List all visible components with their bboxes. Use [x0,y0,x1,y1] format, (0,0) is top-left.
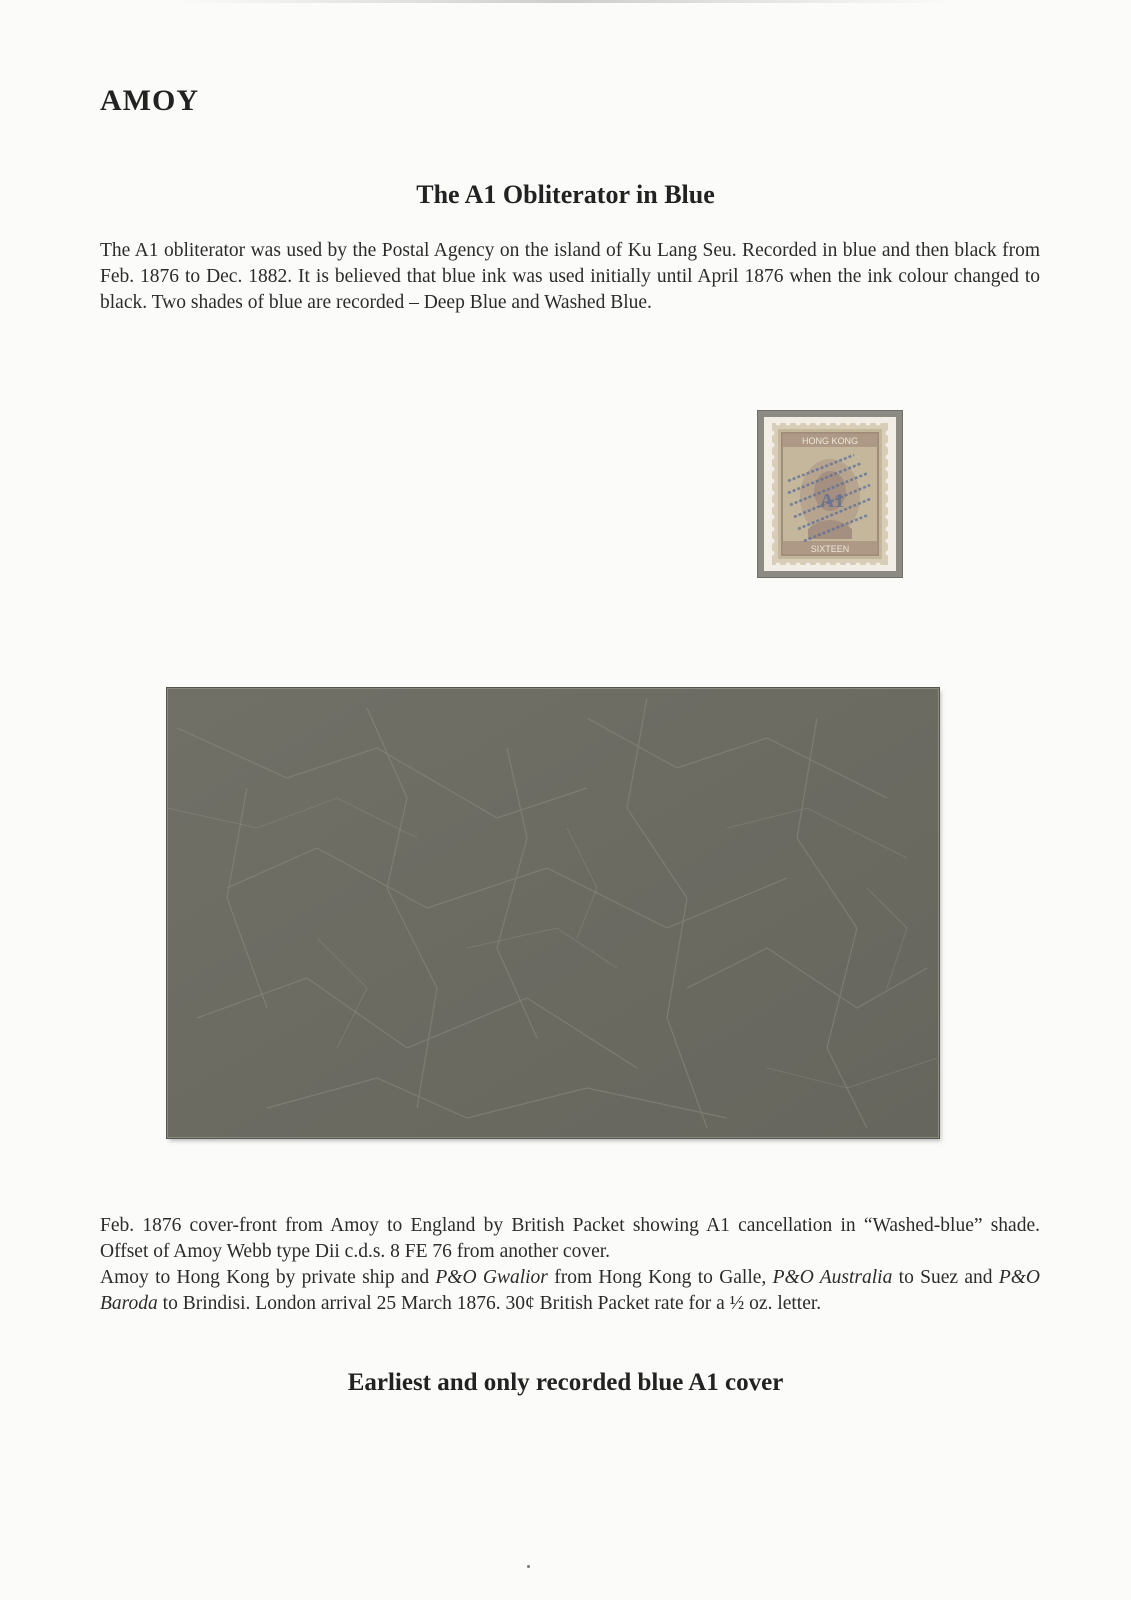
stamp-cancel-text: A1 [819,490,845,512]
stamp-bottom-text: SIXTEEN [810,544,850,554]
caption-text: to Suez and [892,1267,999,1288]
caption-line-1: Feb. 1876 cover-front from Amoy to England by British Packet showing A1 cancellation in “Washed-blue” shade. Offset of Amoy Webb type Dii c.d.s. 8 FE 76 from another cover. [100,1215,1040,1262]
page-subtitle: The A1 Obliterator in Blue [416,180,715,209]
stamp-mount [758,411,902,577]
ship-name: P&O Baroda [100,1267,1040,1314]
caption-line-2 [100,1265,1040,1317]
stamp-image [758,411,902,577]
intro-paragraph: The A1 obliterator was used by the Postal Agency on the island of Ku Lang Seu. Recorded in blue and then black from Feb. 1876 to Dec. 1882. It is believed that blue ink was used initially until April 1876 when the ink colour changed to black. Two shades of blue are recorded – Deep Blue and Washed Blue. [100,240,1040,313]
footer-note: Earliest and only recorded blue A1 cover [347,1369,784,1396]
cover-caption [100,1213,1040,1317]
ship-name: P&O Australia [772,1267,893,1288]
caption-text: Amoy to Hong Kong by private ship and [100,1267,436,1288]
cover-front-mount [167,688,939,1138]
ship-name: P&O Gwalior [435,1267,548,1288]
cover-mount-texture [167,688,939,1138]
caption-text: from Hong Kong to Galle, [547,1267,773,1288]
page-heading: AMOY [100,84,199,117]
stamp-top-text: HONG KONG [801,436,859,446]
page-speck [527,1565,530,1568]
caption-text: to Brindisi. London arrival 25 March 1876. 30¢ British Packet rate for a ½ oz. letter. [157,1293,822,1314]
top-edge-line [180,0,950,3]
